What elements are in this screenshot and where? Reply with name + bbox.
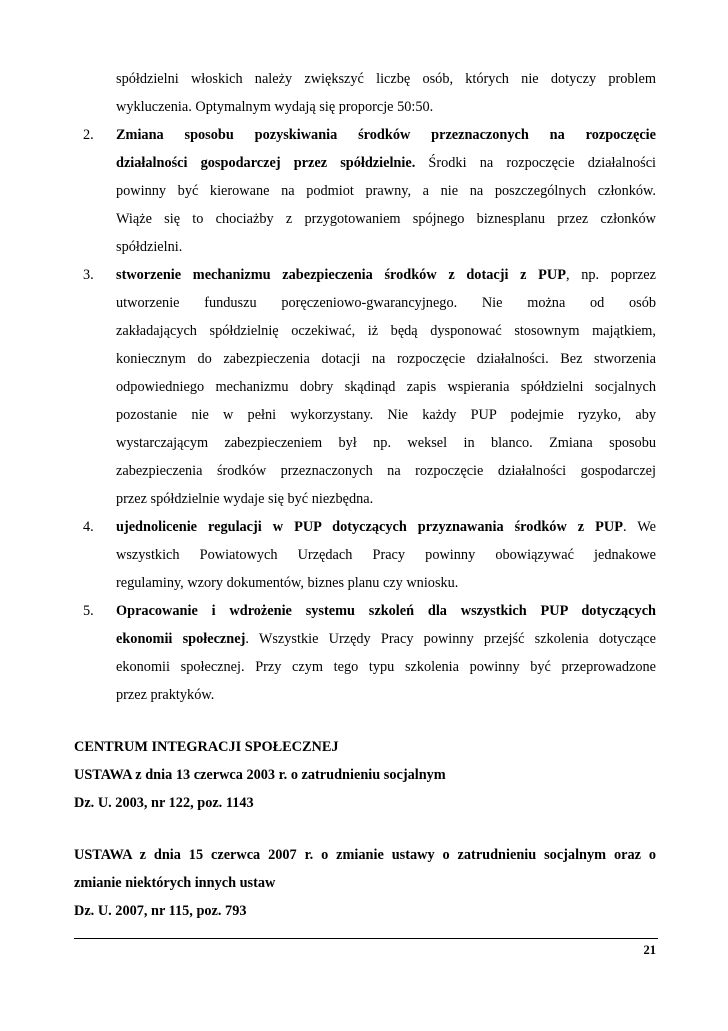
body-line: działalności gospodarczej przez spółdzielnie. Środki na rozpoczęcie działalności	[116, 155, 656, 171]
list-number: 5.	[83, 603, 94, 619]
body-line: Wiąże się to chociażby z przygotowaniem spójnego biznesplanu przez członków	[116, 211, 656, 227]
body-line: ekonomii społecznej. Przy czym tego typu szkolenia powinny być przeprowadzone	[116, 659, 656, 675]
body-line: wszystkich Powiatowych Urzędach Pracy powinny obowiązywać jednakowe	[116, 547, 656, 563]
body-line: powinny być kierowane na podmiot prawny, a nie na poszczególnych członków.	[116, 183, 656, 199]
body-line: wystarczającym zabezpieczeniem był np. weksel in blanco. Zmiana sposobu	[116, 435, 656, 451]
body-line: regulaminy, wzory dokumentów, biznes planu czy wniosku.	[116, 575, 459, 591]
body-line: zakładających spółdzielnię oczekiwać, iż będą dysponować stosownym majątkiem,	[116, 323, 656, 339]
body-line: odpowiedniego mechanizmu dobry skądinąd zapis wspierania spółdzielni socjalnych	[116, 379, 656, 395]
body-line: koniecznym do zabezpieczenia dotacji na rozpoczęcie działalności. Bez stworzenia	[116, 351, 656, 367]
law-title: USTAWA z dnia 13 czerwca 2003 r. o zatrudnieniu socjalnym	[74, 767, 446, 783]
body-line: ujednolicenie regulacji w PUP dotyczących przyznawania środków z PUP. We	[116, 519, 656, 535]
body-line: Zmiana sposobu pozyskiwania środków przeznaczonych na rozpoczęcie	[116, 127, 656, 143]
body-line: spółdzielni.	[116, 239, 183, 255]
body-line: wykluczenia. Optymalnym wydają się proporcje 50:50.	[116, 99, 434, 115]
section-heading: CENTRUM INTEGRACJI SPOŁECZNEJ	[74, 739, 339, 755]
list-number: 4.	[83, 519, 94, 535]
body-line: stworzenie mechanizmu zabezpieczenia środków z dotacji z PUP, np. poprzez	[116, 267, 656, 283]
body-line: pozostanie nie w pełni wykorzystany. Nie każdy PUP podejmie ryzyko, aby	[116, 407, 656, 423]
list-number: 2.	[83, 127, 94, 143]
body-line: spółdzielni włoskich należy zwiększyć liczbę osób, których nie dotyczy problem	[116, 71, 656, 87]
body-line: przez praktyków.	[116, 687, 215, 703]
list-number: 3.	[83, 267, 94, 283]
law-reference: Dz. U. 2007, nr 115, poz. 793	[74, 903, 247, 919]
law-reference: Dz. U. 2003, nr 122, poz. 1143	[74, 795, 254, 811]
page-number: 21	[643, 943, 656, 957]
body-line: zabezpieczenia środków przeznaczonych na rozpoczęcie działalności gospodarczej	[116, 463, 656, 479]
body-line: przez spółdzielnie wydaje się być niezbędna.	[116, 491, 374, 507]
footer-rule	[74, 938, 658, 939]
body-line: Opracowanie i wdrożenie systemu szkoleń dla wszystkich PUP dotyczących	[116, 603, 656, 619]
law-title: USTAWA z dnia 15 czerwca 2007 r. o zmianie ustawy o zatrudnieniu socjalnym oraz o	[74, 847, 656, 863]
law-title-continued: zmianie niektórych innych ustaw	[74, 875, 276, 891]
body-line: utworzenie funduszu poręczeniowo-gwarancyjnego. Nie można od osób	[116, 295, 656, 311]
body-line: ekonomii społecznej. Wszystkie Urzędy Pracy powinny przejść szkolenia dotyczące	[116, 631, 656, 647]
